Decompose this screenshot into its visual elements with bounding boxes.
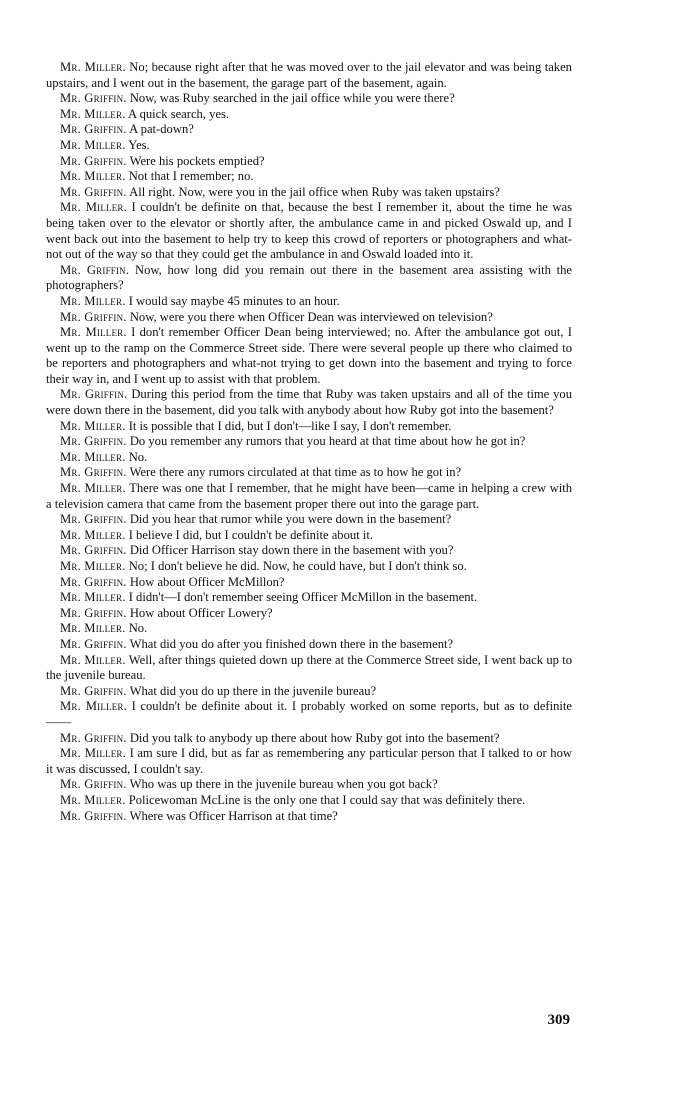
speaker-name: Mr. Miller.: [60, 418, 126, 433]
statement-text: It is possible that I did, but I don't—like I say, I don't remember.: [128, 418, 452, 433]
statement-text: Now, were you there when Officer Dean was interviewed on television?: [129, 309, 493, 324]
speaker-name: Mr. Miller.: [60, 527, 126, 542]
testimony-paragraph: [46, 590, 572, 606]
statement-text: Where was Officer Harrison at that time?: [129, 808, 338, 823]
statement-text: I am sure I did, but as far as remembering any particular person that I talked to or how it was discussed, I couldn't say.: [46, 746, 572, 776]
statement-text: I believe I did, but I couldn't be definite about it.: [128, 527, 373, 542]
statement-text: All right. Now, were you in the jail office when Ruby was taken upstairs?: [129, 184, 500, 199]
speaker-name: Mr. Miller.: [60, 746, 126, 761]
testimony-paragraph: [46, 481, 572, 512]
statement-text: During this period from the time that Ruby was taken upstairs and all of the time you were down there in the basement, did you talk with anybody about how Ruby got into the basement?: [46, 387, 573, 418]
speaker-name: Mr. Miller.: [60, 590, 126, 605]
statement-text: Did you hear that rumor while you were down in the basement?: [129, 512, 452, 527]
statement-text: Did Officer Harrison stay down there in the basement with you?: [129, 543, 454, 558]
testimony-paragraph: [46, 122, 572, 138]
testimony-paragraph: [46, 575, 572, 591]
statement-text: Yes.: [128, 137, 150, 152]
speaker-name: Mr. Miller.: [60, 169, 126, 184]
testimony-paragraph: [46, 154, 572, 170]
speaker-name: Mr. Miller.: [60, 559, 126, 573]
statement-text: No.: [128, 449, 148, 464]
statement-text: How about Officer Lowery?: [129, 605, 273, 620]
testimony-paragraph: [46, 325, 572, 387]
speaker-name: Mr. Miller.: [60, 60, 126, 74]
statement-text: Now, was Ruby searched in the jail office while you were there?: [129, 91, 455, 106]
speaker-name: Mr. Griffin.: [60, 605, 127, 620]
testimony-paragraph: [46, 138, 572, 154]
speaker-name: Mr. Griffin.: [60, 434, 127, 449]
testimony-paragraph: [46, 543, 572, 559]
testimony-paragraph: [46, 310, 572, 326]
statement-text: No; because right after that he was moved over to the jail elevator and was being taken upstairs, and I went out in the basement, the garage part of the basement, again.: [46, 60, 572, 90]
testimony-body: [46, 60, 572, 824]
statement-text: Who was up there in the juvenile bureau when you got back?: [129, 777, 438, 792]
statement-text: Were there any rumors circulated at that time as to how he got in?: [129, 465, 462, 480]
testimony-paragraph: [46, 185, 572, 201]
speaker-name: Mr. Griffin.: [60, 512, 127, 527]
speaker-name: Mr. Griffin.: [60, 808, 127, 823]
statement-text: How about Officer McMillon?: [129, 574, 285, 589]
testimony-paragraph: [46, 450, 572, 466]
speaker-name: Mr. Griffin.: [60, 153, 127, 168]
speaker-name: Mr. Miller.: [60, 325, 127, 340]
testimony-paragraph: [46, 434, 572, 450]
statement-text: A quick search, yes.: [128, 106, 230, 121]
testimony-paragraph: [46, 263, 572, 294]
speaker-name: Mr. Miller.: [60, 699, 127, 714]
speaker-name: Mr. Miller.: [60, 106, 126, 121]
statement-text: Not that I remember; no.: [128, 169, 254, 184]
statement-text: Were his pockets emptied?: [129, 153, 265, 168]
speaker-name: Mr. Miller.: [60, 200, 127, 215]
testimony-paragraph: [46, 512, 572, 528]
testimony-paragraph: [46, 637, 572, 653]
testimony-paragraph: [46, 559, 572, 575]
statement-text: Now, how long did you remain out there in the basement area assisting with the photographers?: [46, 262, 573, 293]
testimony-paragraph: [46, 653, 572, 684]
testimony-paragraph: [46, 169, 572, 185]
speaker-name: Mr. Griffin.: [60, 543, 127, 558]
testimony-paragraph: [46, 606, 572, 622]
speaker-name: Mr. Griffin.: [60, 122, 127, 137]
testimony-paragraph: [46, 746, 572, 777]
speaker-name: Mr. Griffin.: [60, 730, 127, 745]
statement-text: I didn't—I don't remember seeing Officer McMillon in the basement.: [128, 590, 478, 605]
statement-text: What did you do up there in the juvenile bureau?: [129, 683, 377, 698]
statement-text: No.: [128, 621, 148, 636]
testimony-paragraph: [46, 621, 572, 637]
testimony-paragraph: [46, 684, 572, 700]
speaker-name: Mr. Miller.: [60, 621, 126, 636]
testimony-paragraph: [46, 793, 572, 809]
statement-text: There was one that I remember, that he might have been—came in helping a crew with a television camera that came from the basement proper there out into the garage part.: [46, 481, 572, 511]
statement-text: What did you do after you finished down there in the basement?: [129, 636, 454, 651]
speaker-name: Mr. Miller.: [60, 293, 126, 308]
testimony-paragraph: [46, 387, 572, 418]
testimony-paragraph: [46, 200, 572, 262]
speaker-name: Mr. Griffin.: [60, 683, 127, 698]
speaker-name: Mr. Miller.: [60, 652, 126, 667]
statement-text: I don't remember Officer Dean being interviewed; no. After the ambulance got out, I went up to the ramp on the Commerce Street side. There were several people up there who claimed to be reporters and photographers and what-not trying to get down into the basement and trying to force their way in, and I went up to assist with that problem.: [46, 325, 572, 386]
speaker-name: Mr. Miller.: [60, 137, 126, 152]
speaker-name: Mr. Miller.: [60, 449, 126, 464]
testimony-paragraph: [46, 107, 572, 123]
speaker-name: Mr. Griffin.: [60, 574, 127, 589]
statement-text: Did you talk to anybody up there about how Ruby got into the basement?: [129, 730, 500, 745]
speaker-name: Mr. Griffin.: [60, 184, 127, 199]
statement-text: A pat-down?: [129, 122, 194, 137]
speaker-name: Mr. Griffin.: [60, 387, 128, 402]
speaker-name: Mr. Griffin.: [60, 91, 127, 106]
speaker-name: Mr. Griffin.: [60, 309, 127, 324]
statement-text: I couldn't be definite on that, because the best I remember it, about the time he was being taken over to the elevator or shortly after, the ambulance came in and picked Oswald up, and I went back out into the basement to help try to keep this crowd of reporters or photographers and what-not out of the way so that they could get the ambulance in and Oswald loaded into it.: [46, 200, 572, 262]
testimony-paragraph: [46, 465, 572, 481]
speaker-name: Mr. Griffin.: [60, 636, 127, 651]
statement-text: I couldn't be definite about it. I probably worked on some reports, but as to definite——: [46, 699, 572, 729]
testimony-paragraph: [46, 777, 572, 793]
statement-text: No; I don't believe he did. Now, he could have, but I don't think so.: [128, 559, 467, 573]
speaker-name: Mr. Griffin.: [60, 777, 127, 792]
speaker-name: Mr. Griffin.: [60, 262, 130, 277]
statement-text: Policewoman McLine is the only one that I could say that was definitely there.: [128, 792, 526, 807]
testimony-paragraph: [46, 60, 572, 91]
testimony-paragraph: [46, 699, 572, 730]
statement-text: Well, after things quieted down up there at the Commerce Street side, I went back up to the juvenile bureau.: [46, 652, 572, 683]
testimony-paragraph: [46, 731, 572, 747]
testimony-paragraph: [46, 528, 572, 544]
speaker-name: Mr. Griffin.: [60, 465, 127, 480]
testimony-paragraph: [46, 809, 572, 825]
testimony-paragraph: [46, 294, 572, 310]
testimony-paragraph: [46, 91, 572, 107]
testimony-paragraph: [46, 419, 572, 435]
speaker-name: Mr. Miller.: [60, 792, 126, 807]
page-number: 309: [547, 1012, 570, 1028]
speaker-name: Mr. Miller.: [60, 481, 126, 496]
statement-text: Do you remember any rumors that you heard at that time about how he got in?: [129, 434, 526, 449]
statement-text: I would say maybe 45 minutes to an hour.: [128, 293, 340, 308]
